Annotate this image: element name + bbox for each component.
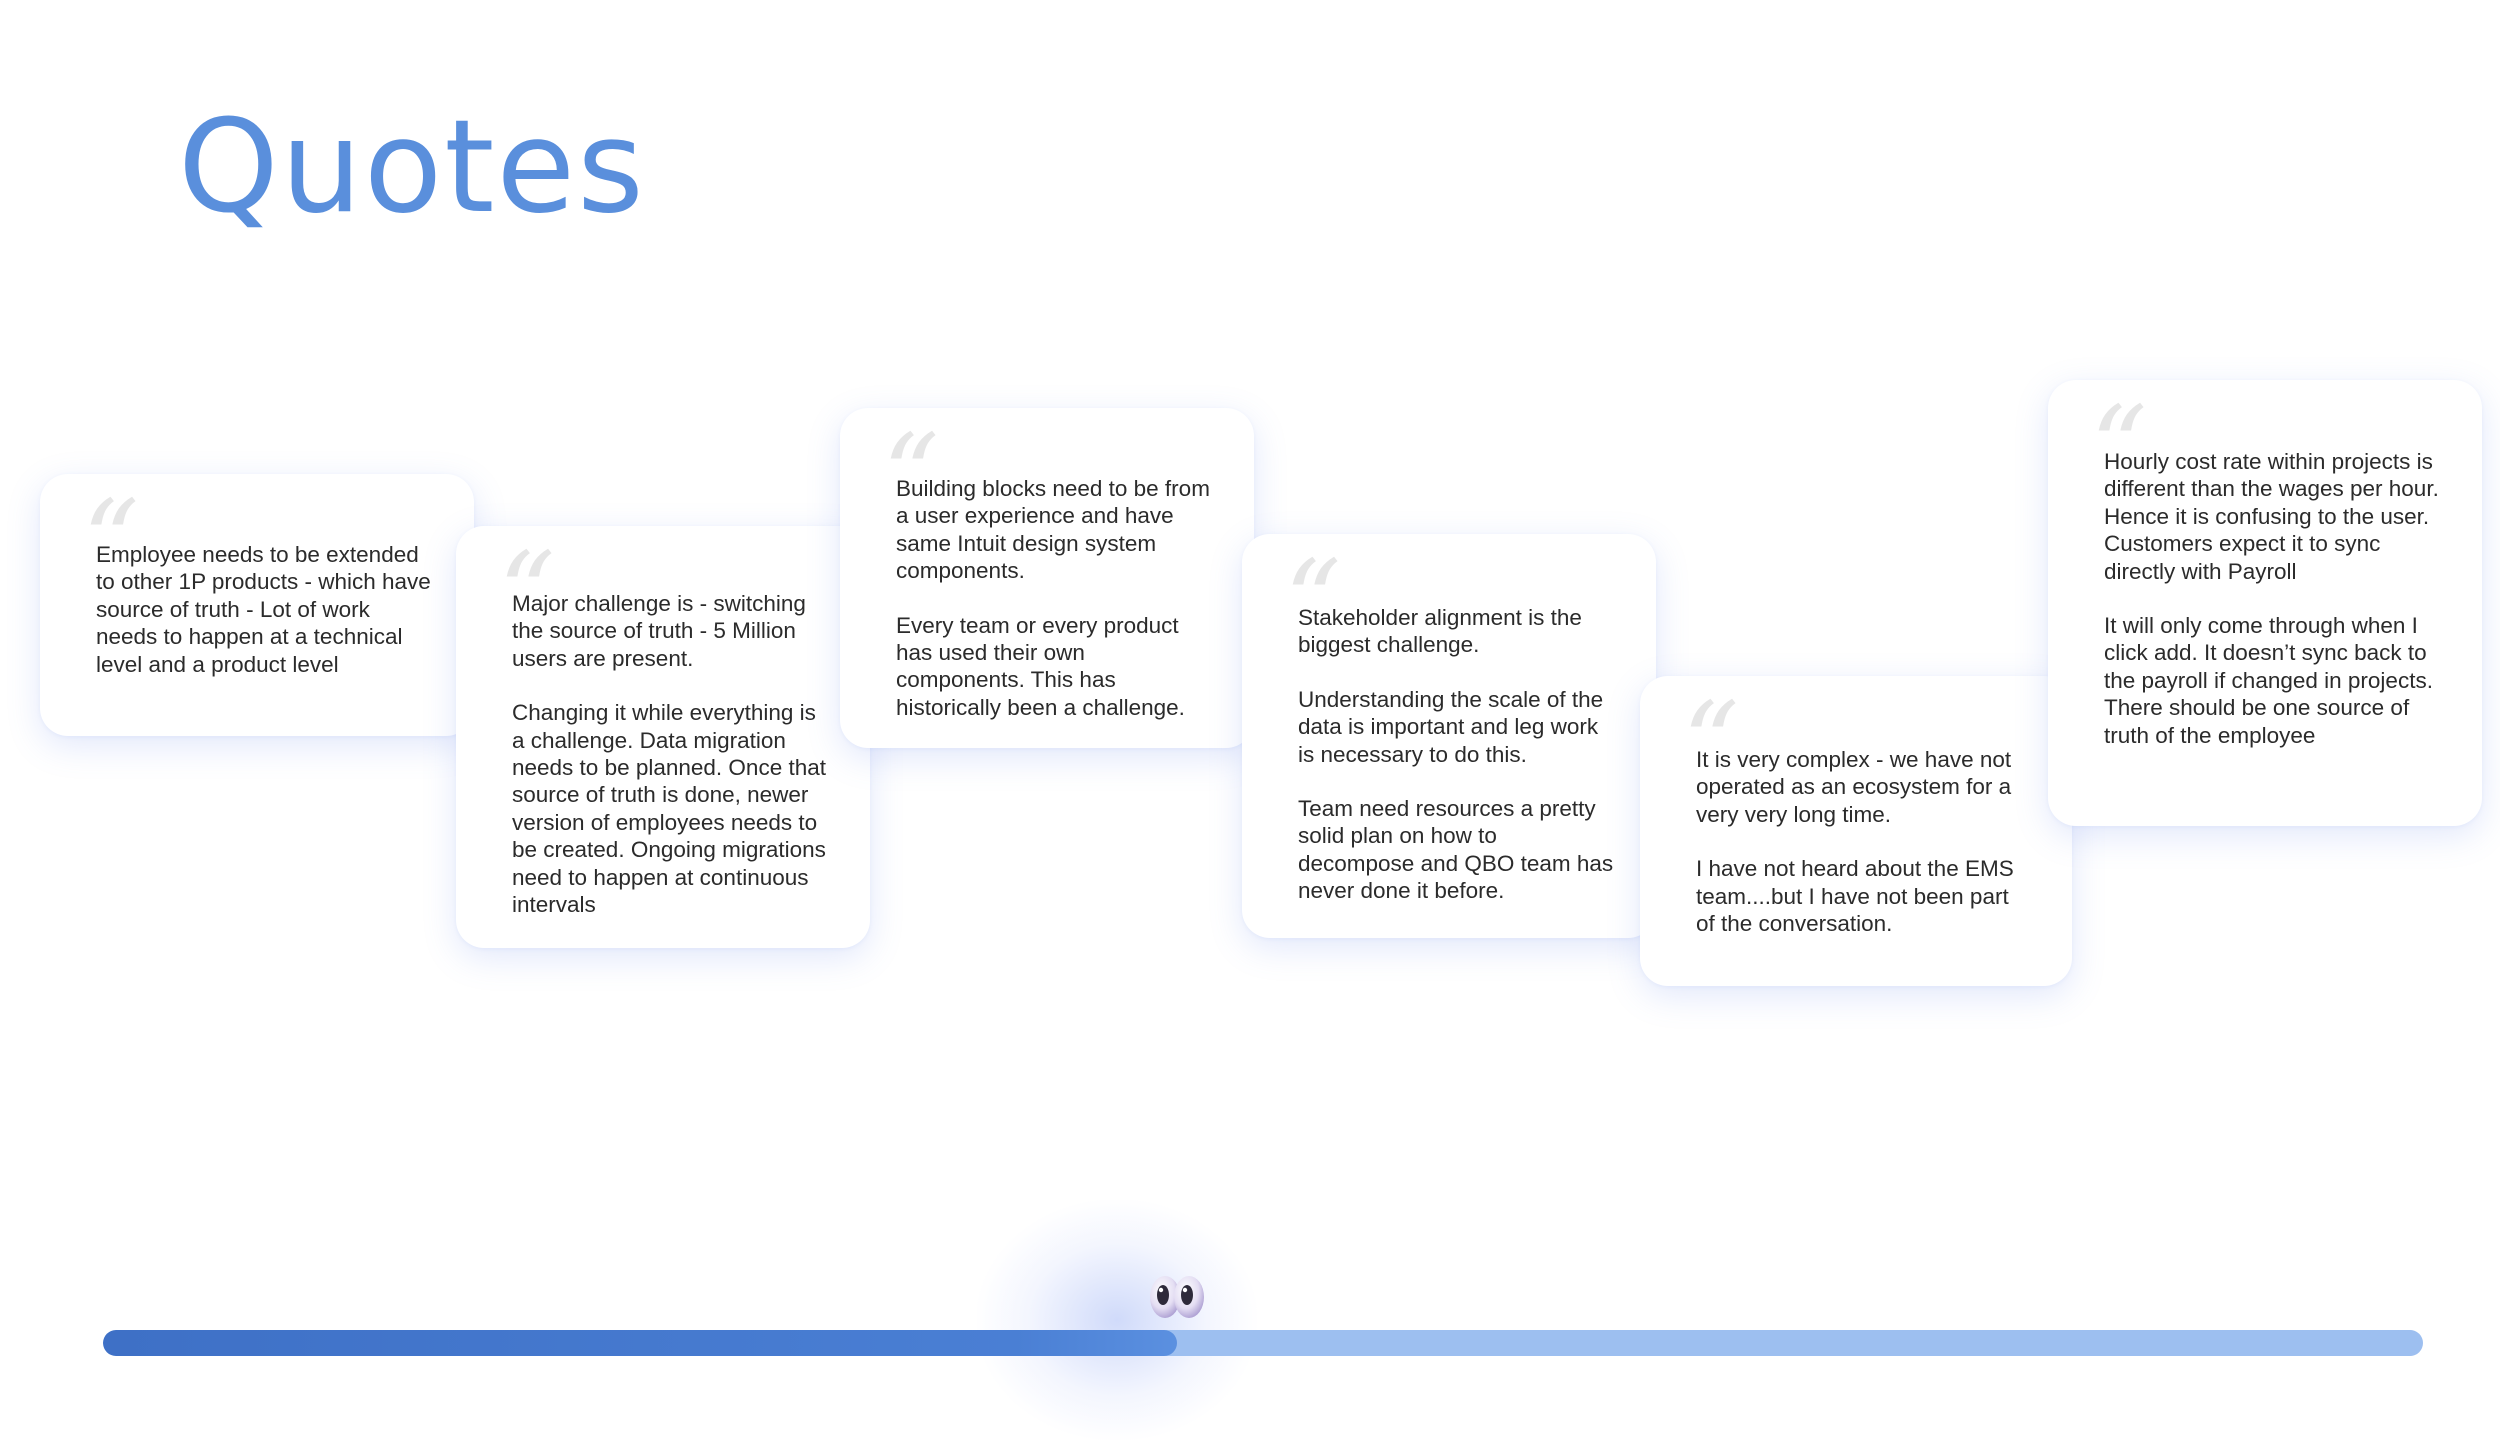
quote-paragraph: Building blocks need to be from a user experience and have same Intuit design system components. [896, 476, 1210, 584]
quote-paragraph: Understanding the scale of the data is important and leg work is necessary to do this. [1298, 686, 1604, 767]
quote-card-2 [456, 526, 870, 948]
quote-text-6 [2104, 448, 2442, 749]
page-title: Quotes [178, 93, 646, 242]
quote-text-1 [96, 541, 434, 678]
quote-mark-icon: “ [498, 529, 556, 659]
quote-card-1 [40, 474, 474, 736]
quote-card-6 [2048, 380, 2482, 826]
quote-paragraph: Hourly cost rate within projects is different than the wages per hour. Hence it is confusing to the user. Customers expect it to sync directly with Payroll [2104, 449, 2439, 584]
quote-card-5 [1640, 676, 2072, 986]
quote-mark-icon: “ [1284, 537, 1342, 667]
quote-card-4 [1242, 534, 1656, 938]
quote-mark-icon: “ [2090, 383, 2148, 513]
quote-paragraph: Major challenge is - switching the source of truth - 5 Million users are present. [512, 591, 806, 671]
quote-paragraph: It is very complex - we have not operated as an ecosystem for a very very long time. [1696, 747, 2012, 827]
eyes-mascot-icon[interactable] [1145, 1272, 1209, 1322]
quote-card-3 [840, 408, 1254, 748]
quote-mark-icon: “ [82, 477, 140, 607]
quote-mark-icon: “ [1682, 679, 1740, 809]
quote-paragraph: Changing it while everything is a challenge. Data migration needs to be planned. Once that source of truth is done, newer version of employees needs to be created. Ongoing migrations need to happen at continuous intervals [512, 700, 826, 918]
quote-paragraph: Every team or every product has used their own components. This has historically been a challenge. [896, 612, 1185, 720]
progress-fill [103, 1330, 1177, 1356]
quote-paragraph: I have not heard about the EMS team....but I have not been part of the conversation. [1696, 856, 2014, 937]
progress-bar[interactable] [103, 1330, 2423, 1356]
quote-mark-icon: “ [882, 411, 940, 541]
quote-paragraph: Employee needs to be extended to other 1P products - which have source of truth - Lot of work needs to happen at a technical level and a product level [96, 542, 431, 677]
quote-text-3 [896, 475, 1214, 721]
quote-text-5 [1696, 746, 2032, 937]
progress-glow [977, 1200, 1257, 1440]
quote-paragraph: It will only come through when I click add. It doesn’t sync back to the payroll if changed in projects. There should be one source of truth of the employee [2104, 613, 2433, 748]
quote-paragraph: Team need resources a pretty solid plan on how to decompose and QBO team has never done it before. [1298, 796, 1614, 904]
quote-text-4 [1298, 604, 1616, 905]
quote-paragraph: Stakeholder alignment is the biggest challenge. [1298, 605, 1582, 658]
quote-text-2 [512, 590, 830, 918]
